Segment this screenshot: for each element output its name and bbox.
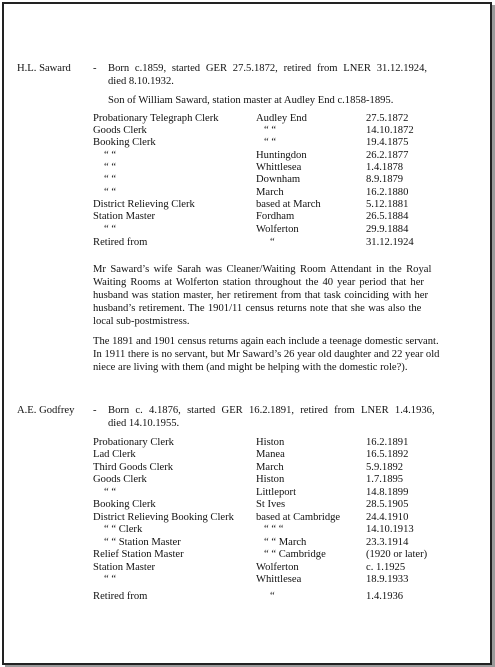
table-row-job: Retired from [93,237,148,248]
paragraph-line: husband was station master, her retirement from that task coinciding with her [93,290,429,301]
table-row-job: “ “ [104,224,117,235]
entry1-name: H.L. Saward [17,63,71,74]
table-row-date: 16.5.1892 [366,449,409,460]
table-row-job: Station Master [93,562,156,573]
table-row-date: 19.4.1875 [366,137,409,148]
paragraph-line: niece are living with them (and might be helping with the domestic role?). [93,362,408,373]
table-row-job: Booking Clerk [93,499,156,510]
paragraph-line: Waiting Rooms at Wolferton station throughout the 40 year period that her [93,277,424,288]
table-row-date: 14.10.1913 [366,524,414,535]
entry2-dash: - [93,405,97,416]
table-row-date: 1.4.1936 [366,591,404,602]
table-row-job: “ “ Station Master [104,537,181,548]
table-row-place: “ “ March [264,537,307,548]
entry2-summary-line2: died 14.10.1955. [108,418,180,429]
table-row-job: Goods Clerk [93,125,147,136]
table-row-date: 24.4.1910 [366,512,409,523]
table-row-job: Relief Station Master [93,549,184,560]
table-row-job: “ “ [104,487,117,498]
table-row-date: 14.10.1872 [366,125,414,136]
table-row-date: 5.12.1881 [366,199,409,210]
table-row-date: 1.4.1878 [366,162,404,173]
entry2-name: A.E. Godfrey [17,405,75,416]
table-row-date: c. 1.1925 [366,562,406,573]
paragraph-line: In 1911 there is no servant, but Mr Saward’s 26 year old daughter and 22 year old [93,349,440,360]
table-row-date: 18.9.1933 [366,574,409,585]
table-row-job: District Relieving Clerk [93,199,195,210]
paragraph-line: Mr Saward’s wife Sarah was Cleaner/Waiting Room Attendant in the Royal [93,264,432,275]
table-row-job: “ “ [104,574,117,585]
entry2-summary-line1: Born c. 4.1876, started GER 16.2.1891, retired from LNER 1.4.1936, [108,405,435,416]
table-row-date: 26.5.1884 [366,211,409,222]
table-row-date: 23.3.1914 [366,537,409,548]
entry1-son-of: Son of William Saward, station master at Audley End c.1858-1895. [108,95,394,106]
table-row-place: “ [270,591,275,602]
table-row-job: Booking Clerk [93,137,156,148]
table-row-job: Goods Clerk [93,474,147,485]
table-row-job: Probationary Clerk [93,437,174,448]
table-row-job: “ “ [104,150,117,161]
table-row-job: “ “ [104,162,117,173]
table-row-date: 31.12.1924 [366,237,414,248]
table-row-place: Histon [256,474,285,485]
table-row-place: Histon [256,437,285,448]
table-row-place: “ “ Cambridge [264,549,326,560]
table-row-place: Downham [256,174,301,185]
entry1-summary-line1: Born c.1859, started GER 27.5.1872, retired from LNER 31.12.1924, [108,63,428,74]
table-row-job: “ “ Clerk [104,524,143,535]
table-row-place: Huntingdon [256,150,307,161]
table-row-place: St Ives [256,499,286,510]
table-row-place: Fordham [256,211,295,222]
table-row-date: 8.9.1879 [366,174,404,185]
paragraph-line: The 1891 and 1901 census returns again each include a teenage domestic servant. [93,336,439,347]
table-row-place: “ “ [264,125,277,136]
table-row-place: March [256,462,284,473]
table-row-job: “ “ [104,187,117,198]
table-row-date: 16.2.1880 [366,187,409,198]
table-row-place: March [256,187,284,198]
table-row-place: Audley End [256,113,307,124]
paragraph-line: local sub-postmistress. [93,316,190,327]
table-row-place: Wolferton [256,224,299,235]
table-row-place: “ “ “ [264,524,284,535]
table-row-date: 1.7.1895 [366,474,404,485]
table-row-date: 26.2.1877 [366,150,409,161]
table-row-job: Retired from [93,591,148,602]
table-row-date: 16.2.1891 [366,437,409,448]
table-row-job: Probationary Telegraph Clerk [93,113,219,124]
table-row-place: Manea [256,449,285,460]
table-row-place: “ “ [264,137,277,148]
table-row-job: Lad Clerk [93,449,136,460]
table-row-place: Whittlesea [256,574,302,585]
table-row-place: “ [270,237,275,248]
table-row-place: based at March [256,199,321,210]
entry1-dash: - [93,63,97,74]
table-row-date: 27.5.1872 [366,113,409,124]
table-row-job: Station Master [93,211,156,222]
table-row-date: (1920 or later) [366,549,428,560]
paragraph-line: husband’s retirement. The 1901/11 census returns note that she was also the [93,303,422,314]
table-row-date: 28.5.1905 [366,499,409,510]
table-row-job: District Relieving Booking Clerk [93,512,234,523]
table-row-place: based at Cambridge [256,512,341,523]
entry1-summary-line2: died 8.10.1932. [108,76,174,87]
table-row-place: Whittlesea [256,162,302,173]
table-row-place: Wolferton [256,562,299,573]
table-row-job: Third Goods Clerk [93,462,174,473]
table-row-date: 29.9.1884 [366,224,409,235]
table-row-date: 5.9.1892 [366,462,404,473]
table-row-date: 14.8.1899 [366,487,409,498]
table-row-job: “ “ [104,174,117,185]
table-row-place: Littleport [256,487,297,498]
